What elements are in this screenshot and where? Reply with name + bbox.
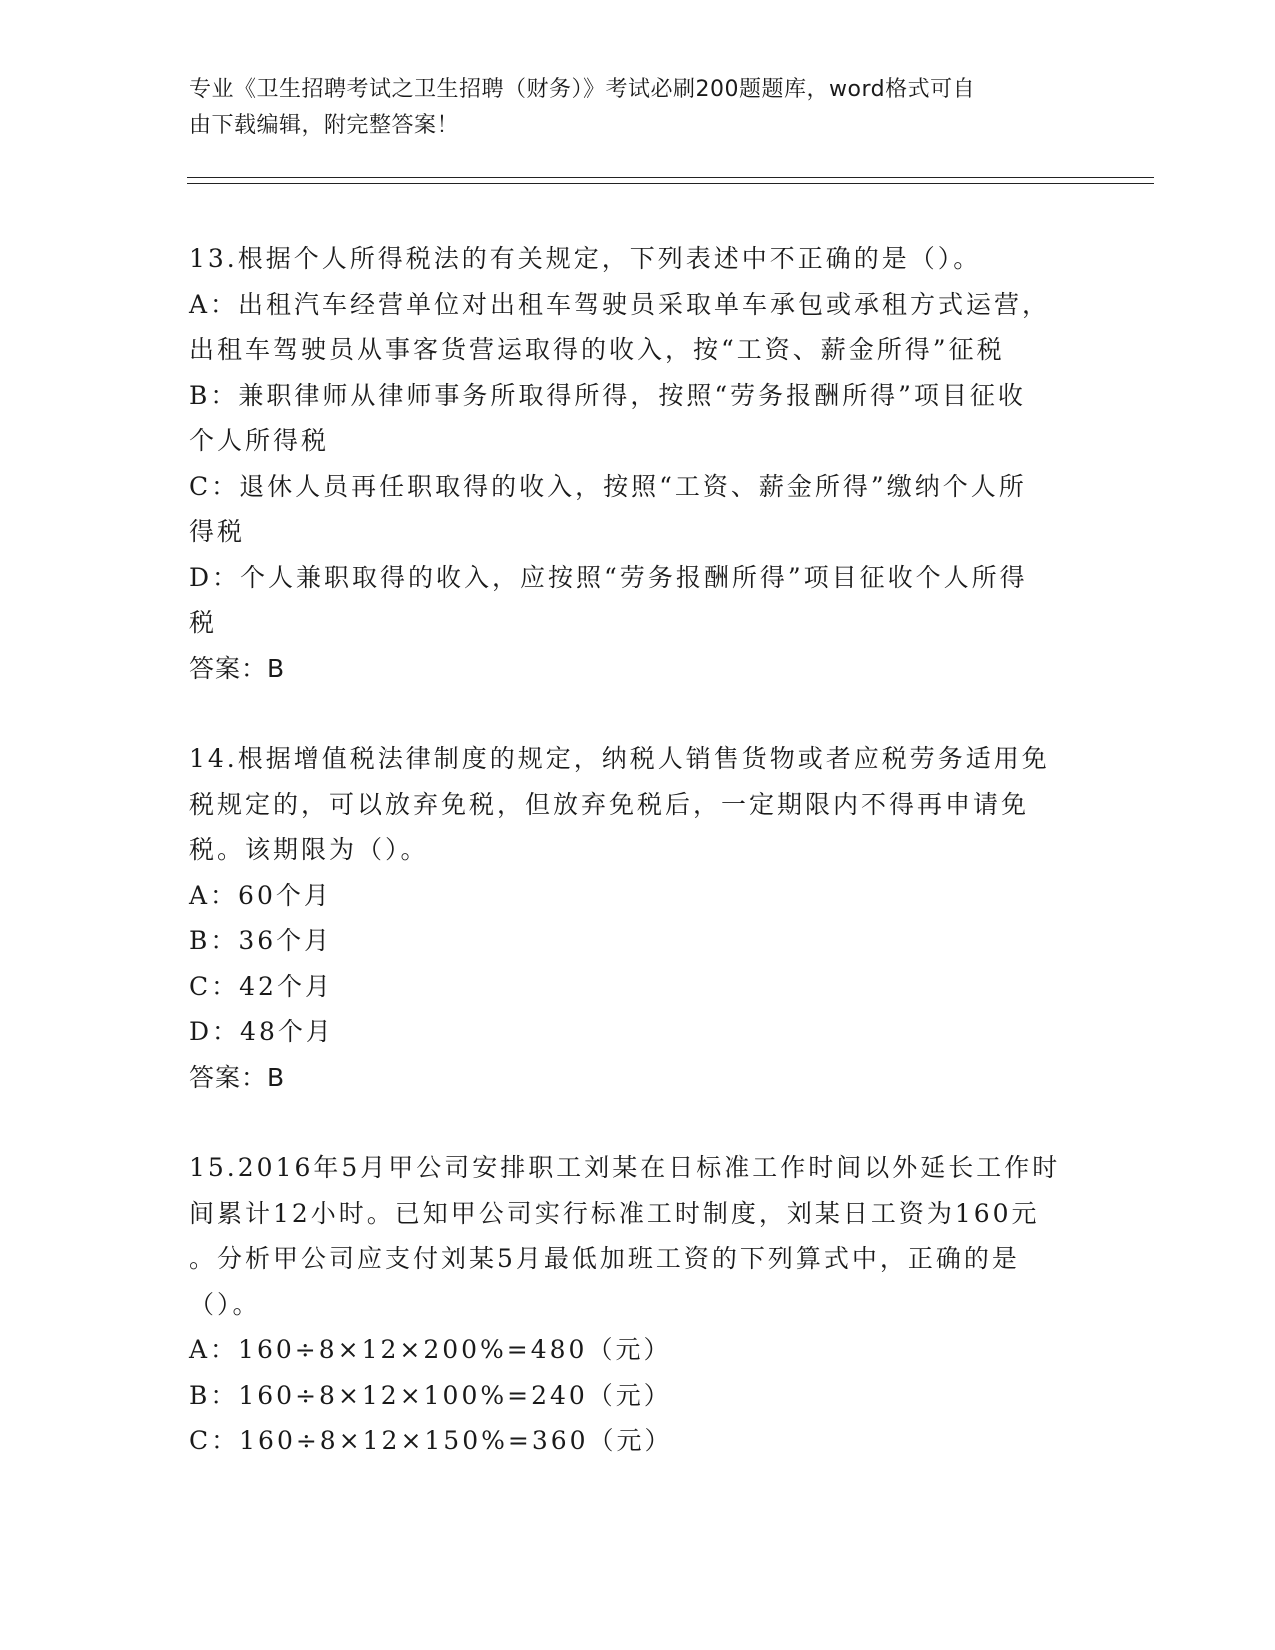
- question-list: [189, 236, 1089, 1509]
- question-stem-line: 13.根据个人所得税法的有关规定，下列表述中不正确的是（）。: [189, 244, 982, 273]
- option-line: 出租车驾驶员从事客货营运取得的收入，按“工资、薪金所得”征税: [189, 335, 1005, 364]
- option-line: B：36个月: [189, 926, 333, 955]
- option-line: 税: [189, 608, 218, 637]
- answer-line: 答案：B: [189, 1062, 286, 1092]
- option-line: A：160÷8×12×200%=480（元）: [189, 1335, 672, 1364]
- option-line: A：出租汽车经营单位对出租车驾驶员采取单车承包或承租方式运营，: [189, 289, 1051, 319]
- question-stem-line: 税规定的，可以放弃免税，但放弃免税后，一定期限内不得再申请免: [189, 789, 1030, 819]
- question-stem-line: （）。: [189, 1289, 261, 1319]
- document-header: [189, 72, 1089, 144]
- option-line: D：个人兼职取得的收入，应按照“劳务报酬所得”项目征收个人所得: [189, 562, 1028, 592]
- answer-line: 答案：B: [189, 653, 286, 683]
- option-line: A：60个月: [189, 880, 332, 910]
- option-line: C：160÷8×12×150%=360（元）: [189, 1426, 673, 1455]
- question-block: [189, 236, 1089, 691]
- question-stem-line: 税。该期限为（）。: [189, 835, 429, 864]
- question-block: [189, 1145, 1089, 1464]
- option-line: D：48个月: [189, 1017, 334, 1046]
- question-stem-line: 间累计12小时。已知甲公司实行标准工时制度，刘某日工资为160元: [189, 1198, 1040, 1228]
- option-line: 得税: [189, 517, 246, 546]
- option-line: B：160÷8×12×100%=240（元）: [189, 1380, 672, 1410]
- question-stem-line: 15.2016年5月甲公司安排职工刘某在日标准工作时间以外延长工作时: [189, 1153, 1061, 1182]
- question-block: [189, 736, 1089, 1100]
- question-stem-line: 。分析甲公司应支付刘某5月最低加班工资的下列算式中，正确的是: [189, 1244, 1020, 1273]
- question-stem-line: 14.根据增值税法律制度的规定，纳税人销售货物或者应税劳务适用免: [189, 744, 1050, 773]
- option-line: C：退休人员再任职取得的收入，按照“工资、薪金所得”缴纳个人所: [189, 471, 1027, 501]
- header-divider-bottom: [187, 183, 1154, 184]
- header-divider-top: [187, 177, 1154, 178]
- header-line: 由下载编辑，附完整答案！: [189, 113, 460, 138]
- header-line: 专业《卫生招聘考试之卫生招聘（财务）》考试必刷200题题库，word格式可自: [189, 77, 976, 102]
- option-line: C：42个月: [189, 971, 333, 1001]
- option-line: 个人所得税: [189, 426, 330, 455]
- option-line: B：兼职律师从律师事务所取得所得，按照“劳务报酬所得”项目征收: [189, 380, 1026, 410]
